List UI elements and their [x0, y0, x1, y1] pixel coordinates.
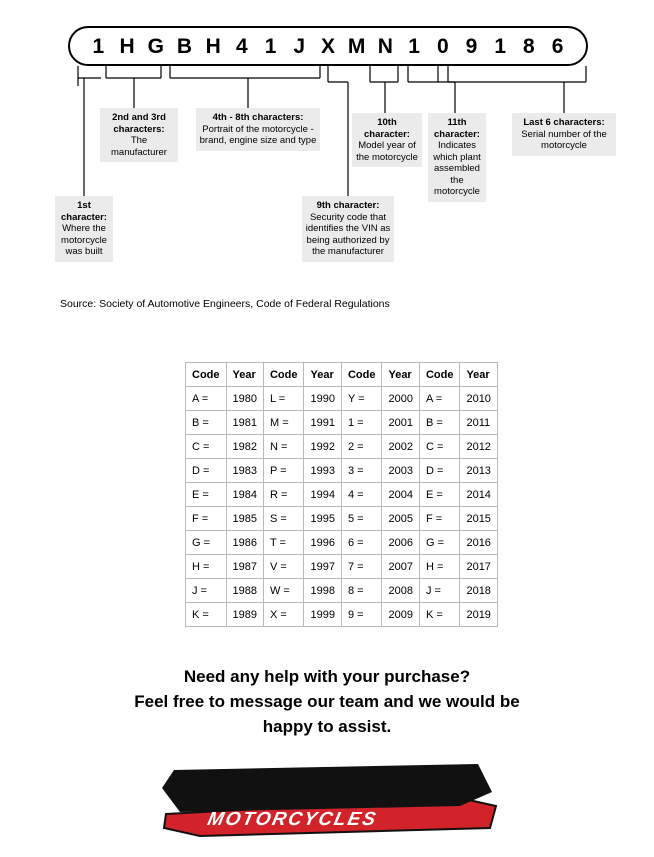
vin-char: 1 — [264, 34, 277, 58]
table-cell: 1987 — [226, 555, 263, 579]
callout-body: Model year of the motorcycle — [356, 140, 418, 163]
logo-wordmark-bottom: MOTORCYCLES — [205, 809, 380, 830]
table-cell: C = — [419, 435, 460, 459]
year-code-table-wrapper — [185, 362, 498, 627]
table-cell: 7 = — [341, 555, 382, 579]
column-header: Year — [304, 363, 341, 387]
column-header: Code — [263, 363, 304, 387]
table-cell: C = — [186, 435, 227, 459]
logo-wordmark-top: Firestorm — [174, 763, 369, 809]
table-cell: 2014 — [460, 483, 497, 507]
table-cell: J = — [186, 579, 227, 603]
table-cell: Y = — [341, 387, 382, 411]
table-cell: 1993 — [304, 459, 341, 483]
table-cell: 9 = — [341, 603, 382, 627]
table-cell: E = — [186, 483, 227, 507]
table-cell: 1990 — [304, 387, 341, 411]
table-cell: 1986 — [226, 531, 263, 555]
table-cell: B = — [186, 411, 227, 435]
callout-title: 1st character: — [61, 200, 107, 223]
callout-eleventh-character — [428, 113, 486, 202]
vin-char: 0 — [436, 34, 449, 58]
table-cell: 2007 — [382, 555, 419, 579]
table-cell: 1981 — [226, 411, 263, 435]
table-cell: D = — [186, 459, 227, 483]
table-cell: 2000 — [382, 387, 419, 411]
vin-char: H — [205, 34, 221, 58]
callout-title: 9th character: — [316, 200, 380, 211]
callout-body: Indicates which plant assembled the motorcycle — [433, 140, 481, 197]
table-cell: V = — [263, 555, 304, 579]
table-cell: 8 = — [341, 579, 382, 603]
table-row — [186, 603, 498, 627]
callout-tenth-character — [352, 113, 422, 167]
table-cell: 3 = — [341, 459, 382, 483]
table-row — [186, 531, 498, 555]
column-header: Code — [419, 363, 460, 387]
table-cell: 1992 — [304, 435, 341, 459]
table-cell: H = — [419, 555, 460, 579]
table-cell: 2017 — [460, 555, 497, 579]
callout-body: Security code that identifies the VIN as being authorized by the manufacturer — [305, 211, 391, 257]
table-cell: R = — [263, 483, 304, 507]
table-row — [186, 411, 498, 435]
table-cell: G = — [419, 531, 460, 555]
vin-char: J — [293, 34, 306, 58]
callout-title: Last 6 characters: — [523, 117, 605, 128]
column-header: Code — [341, 363, 382, 387]
vin-char: 4 — [236, 34, 248, 58]
vin-char: H — [119, 34, 135, 58]
table-cell: J = — [419, 579, 460, 603]
callout-title: 11th character: — [434, 117, 480, 140]
table-cell: 2019 — [460, 603, 497, 627]
table-cell: 1995 — [304, 507, 341, 531]
table-cell: N = — [263, 435, 304, 459]
table-cell: 1983 — [226, 459, 263, 483]
vin-char: B — [176, 34, 193, 58]
table-cell: F = — [419, 507, 460, 531]
column-header: Year — [460, 363, 497, 387]
table-row — [186, 435, 498, 459]
table-cell: 1980 — [226, 387, 263, 411]
help-message — [0, 664, 654, 739]
table-cell: 2 = — [341, 435, 382, 459]
table-cell: 1999 — [304, 603, 341, 627]
table-row — [186, 483, 498, 507]
table-cell: 2009 — [382, 603, 419, 627]
table-cell: M = — [263, 411, 304, 435]
vin-char: N — [377, 34, 393, 58]
table-cell: 2003 — [382, 459, 419, 483]
callout-second-third-characters — [100, 108, 178, 162]
table-cell: 2010 — [460, 387, 497, 411]
callout-last-six-characters — [512, 113, 616, 156]
callout-title: 10th character: — [364, 117, 410, 140]
vin-char: 9 — [465, 34, 478, 58]
help-line-1: Need any help with your purchase? — [183, 667, 471, 686]
callout-body: Serial number of the motorcycle — [521, 128, 607, 151]
table-cell: 1982 — [226, 435, 263, 459]
table-cell: 2004 — [382, 483, 419, 507]
table-cell: F = — [186, 507, 227, 531]
table-cell: H = — [186, 555, 227, 579]
table-cell: A = — [186, 387, 227, 411]
table-cell: 2006 — [382, 531, 419, 555]
table-cell: 2005 — [382, 507, 419, 531]
table-header-row — [186, 363, 498, 387]
table-cell: 2008 — [382, 579, 419, 603]
table-cell: 1998 — [304, 579, 341, 603]
table-cell: 2015 — [460, 507, 497, 531]
callout-fourth-eighth-characters — [196, 108, 320, 151]
table-row — [186, 387, 498, 411]
year-code-table — [185, 362, 498, 627]
table-cell: 2016 — [460, 531, 497, 555]
column-header: Code — [186, 363, 227, 387]
table-cell: 2002 — [382, 435, 419, 459]
table-cell: 1996 — [304, 531, 341, 555]
table-cell: 4 = — [341, 483, 382, 507]
table-row — [186, 507, 498, 531]
table-cell: B = — [419, 411, 460, 435]
table-cell: 2013 — [460, 459, 497, 483]
table-cell: 1997 — [304, 555, 341, 579]
table-row — [186, 579, 498, 603]
callout-body: The manufacturer — [111, 135, 167, 158]
column-header: Year — [226, 363, 263, 387]
help-line-3: happy to assist. — [262, 717, 392, 736]
table-cell: 1989 — [226, 603, 263, 627]
table-cell: P = — [263, 459, 304, 483]
vin-char: 1 — [494, 34, 507, 58]
table-cell: 1988 — [226, 579, 263, 603]
table-cell: 1991 — [304, 411, 341, 435]
table-cell: 2011 — [460, 411, 497, 435]
vin-string-box — [68, 26, 588, 66]
table-cell: T = — [263, 531, 304, 555]
source-note: Source: Society of Automotive Engineers, Code of Federal Regulations — [60, 298, 390, 310]
table-row — [186, 459, 498, 483]
table-cell: S = — [263, 507, 304, 531]
table-cell: 1 = — [341, 411, 382, 435]
firestorm-motorcycles-logo — [160, 762, 500, 840]
callout-ninth-character — [302, 196, 394, 262]
callout-body: Where the motorcycle was built — [61, 223, 107, 257]
vin-char: 1 — [408, 34, 420, 58]
table-cell: 1985 — [226, 507, 263, 531]
vin-char: 8 — [523, 34, 535, 58]
column-header: Year — [382, 363, 419, 387]
table-cell: E = — [419, 483, 460, 507]
table-cell: X = — [263, 603, 304, 627]
table-cell: 6 = — [341, 531, 382, 555]
table-cell: W = — [263, 579, 304, 603]
vin-char: G — [147, 34, 164, 58]
table-cell: 1994 — [304, 483, 341, 507]
vin-char: 6 — [551, 34, 564, 58]
callout-title: 2nd and 3rd characters: — [112, 112, 166, 135]
table-cell: 5 = — [341, 507, 382, 531]
table-cell: G = — [186, 531, 227, 555]
table-cell: K = — [419, 603, 460, 627]
callout-body: Portrait of the motorcycle - brand, engine size and type — [199, 123, 317, 146]
table-cell: K = — [186, 603, 227, 627]
vin-char: 1 — [92, 34, 105, 58]
table-cell: L = — [263, 387, 304, 411]
table-row — [186, 555, 498, 579]
table-cell: 1984 — [226, 483, 263, 507]
table-cell: 2018 — [460, 579, 497, 603]
callout-first-character — [55, 196, 113, 262]
help-line-2: Feel free to message our team and we would be — [134, 692, 520, 711]
table-cell: 2012 — [460, 435, 497, 459]
vin-char: X — [320, 34, 335, 58]
table-cell: D = — [419, 459, 460, 483]
table-cell: 2001 — [382, 411, 419, 435]
callout-title: 4th - 8th characters: — [212, 112, 304, 123]
table-cell: A = — [419, 387, 460, 411]
vin-char: M — [347, 34, 366, 58]
